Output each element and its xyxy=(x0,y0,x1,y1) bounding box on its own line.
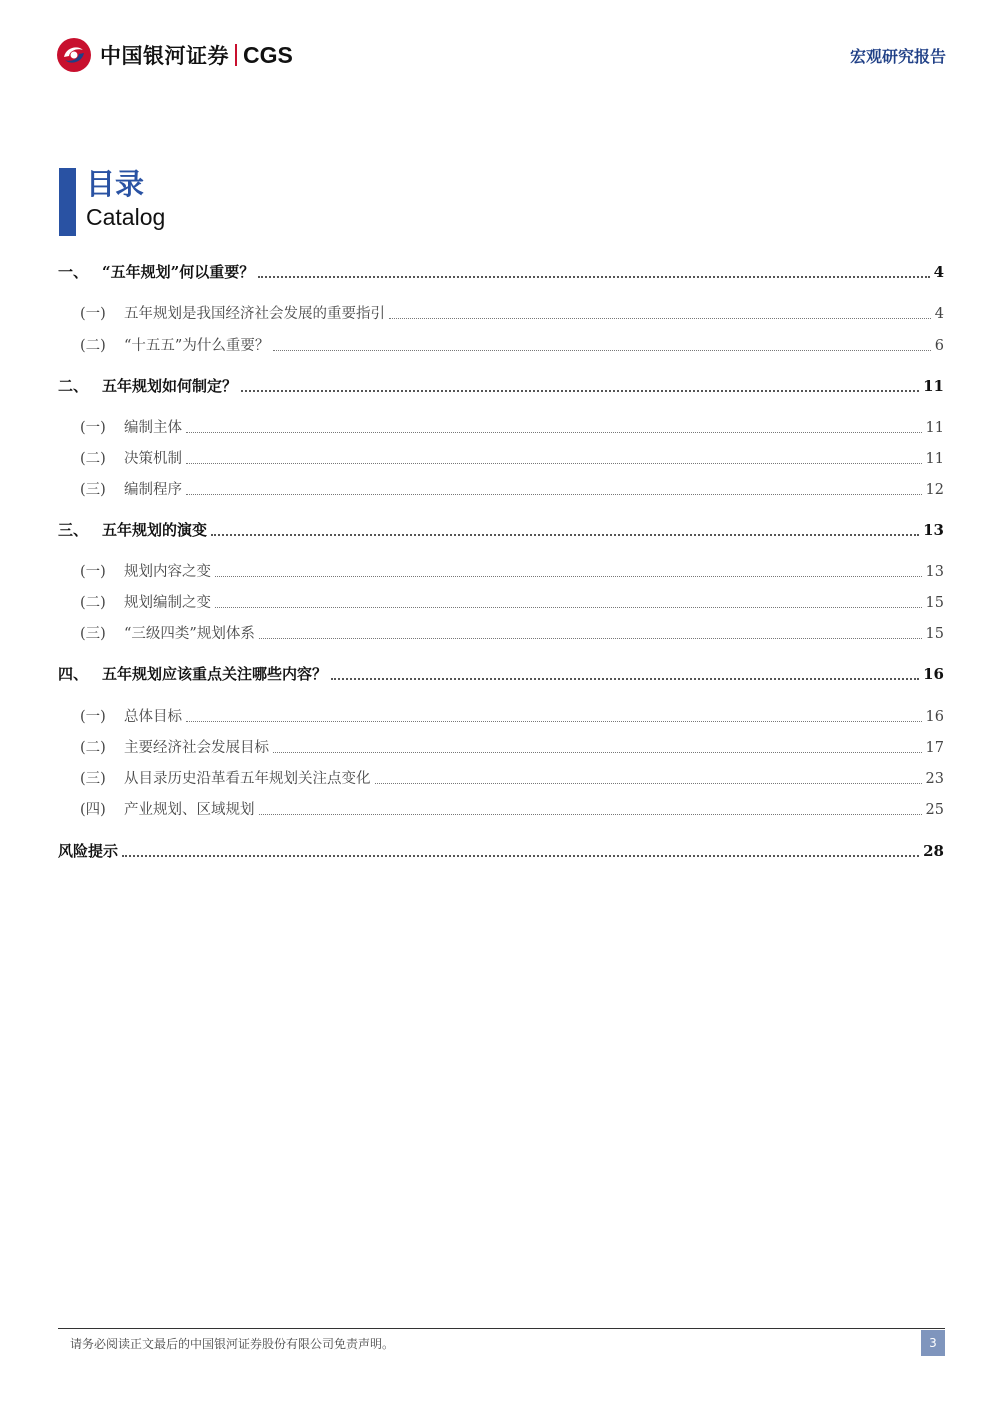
toc-entry-label: “十五五”为什么重要？ xyxy=(124,338,270,354)
toc-section-entry[interactable] xyxy=(58,560,944,582)
toc-section-entry[interactable] xyxy=(58,736,944,758)
toc-entry-number: (三) xyxy=(80,626,106,642)
toc-dot-leader xyxy=(259,638,922,639)
toc-entry-page: 16 xyxy=(925,709,944,725)
toc-entry-number: (二) xyxy=(80,595,106,611)
toc-dot-leader xyxy=(211,534,919,536)
toc-entry-label: 从目录历史沿革看五年规划关注点变化 xyxy=(124,771,371,787)
toc-entry-label: 编制主体 xyxy=(124,420,182,436)
title-accent-bar xyxy=(59,168,76,236)
toc-section-entry[interactable] xyxy=(58,798,944,820)
toc-entry-label: 总体目标 xyxy=(124,709,182,725)
toc-entry-number: 三、 xyxy=(58,521,89,539)
toc-entry-label: 五年规划应该重点关注哪些内容？ xyxy=(102,665,328,683)
toc-dot-leader xyxy=(258,276,929,278)
toc-section-entry[interactable] xyxy=(58,478,944,500)
toc-entry-label: “三级四类”规划体系 xyxy=(124,626,255,642)
toc-entry-page: 6 xyxy=(934,338,944,354)
toc-dot-leader xyxy=(331,678,919,680)
logo-text-cn: 中国银河证券 xyxy=(100,44,229,68)
toc-dot-leader xyxy=(215,576,922,577)
toc-entry-page: 4 xyxy=(934,306,944,322)
toc-chapter-entry[interactable] xyxy=(58,375,944,397)
toc-entry-page: 11 xyxy=(925,420,944,436)
footer-disclaimer: 请务必阅读正文最后的中国银河证券股份有限公司免责声明。 xyxy=(70,1337,395,1351)
toc-section-entry[interactable] xyxy=(58,302,944,324)
page-subtitle: Catalog xyxy=(86,204,166,230)
report-type-label: 宏观研究报告 xyxy=(849,47,946,66)
toc-dot-leader xyxy=(186,494,922,495)
toc-dot-leader xyxy=(375,783,922,784)
toc-entry-page: 25 xyxy=(925,802,944,818)
footer-divider xyxy=(58,1328,945,1329)
toc-entry-label: 五年规划是我国经济社会发展的重要指引 xyxy=(124,306,385,322)
toc-entry-number: (一) xyxy=(80,564,106,580)
page-header xyxy=(0,0,992,90)
logo-text-en: CGS xyxy=(243,41,293,68)
toc-dot-leader xyxy=(389,318,931,319)
toc-dot-leader xyxy=(241,390,919,392)
toc-entry-number: (二) xyxy=(80,740,106,756)
toc-chapter-entry[interactable] xyxy=(58,519,944,541)
toc-entry-label: 五年规划的演变 xyxy=(102,521,208,539)
cgs-logo-icon xyxy=(56,37,92,73)
toc-dot-leader xyxy=(273,752,922,753)
toc-entry-label: 五年规划如何制定？ xyxy=(102,377,238,395)
toc-entry-number: (四) xyxy=(80,802,106,818)
toc-section-entry[interactable] xyxy=(58,447,944,469)
toc-entry-page: 11 xyxy=(925,451,944,467)
toc-entry-number: (三) xyxy=(80,482,106,498)
toc-entry-label: 风险提示 xyxy=(58,842,119,860)
toc-dot-leader xyxy=(186,721,922,722)
toc-entry-page: 12 xyxy=(925,482,944,498)
toc-entry-page: 15 xyxy=(925,626,944,642)
toc-entry-page: 28 xyxy=(923,842,944,860)
toc-entry-page: 15 xyxy=(925,595,944,611)
company-logo xyxy=(56,38,293,72)
toc-entry-page: 11 xyxy=(923,377,944,395)
toc-dot-leader xyxy=(215,607,922,608)
toc-entry-page: 23 xyxy=(925,771,944,787)
toc-entry-label: 规划内容之变 xyxy=(124,564,211,580)
page-number: 3 xyxy=(921,1330,945,1356)
toc-dot-leader xyxy=(273,350,930,351)
toc-section-entry[interactable] xyxy=(58,622,944,644)
toc-chapter-entry[interactable] xyxy=(58,840,944,862)
toc-section-entry[interactable] xyxy=(58,334,944,356)
toc-entry-number: 二、 xyxy=(58,377,89,395)
toc-dot-leader xyxy=(186,432,922,433)
toc-entry-page: 4 xyxy=(933,263,944,281)
toc-section-entry[interactable] xyxy=(58,416,944,438)
toc-entry-number: (一) xyxy=(80,420,106,436)
toc-dot-leader xyxy=(122,855,919,857)
toc-entry-label: 产业规划、区域规划 xyxy=(124,802,255,818)
toc-entry-label: 编制程序 xyxy=(124,482,182,498)
toc-entry-number: 四、 xyxy=(58,665,89,683)
toc-entry-page: 17 xyxy=(925,740,944,756)
toc-dot-leader xyxy=(259,814,922,815)
toc-section-entry[interactable] xyxy=(58,705,944,727)
toc-entry-label: 决策机制 xyxy=(124,451,182,467)
toc-entry-page: 13 xyxy=(923,521,944,539)
toc-section-entry[interactable] xyxy=(58,591,944,613)
toc-chapter-entry[interactable] xyxy=(58,663,944,685)
toc-entry-page: 13 xyxy=(925,564,944,580)
toc-entry-label: 规划编制之变 xyxy=(124,595,211,611)
toc-entry-number: 一、 xyxy=(58,263,89,281)
toc-entry-number: (二) xyxy=(80,451,106,467)
toc-entry-number: (三) xyxy=(80,771,106,787)
toc-chapter-entry[interactable] xyxy=(58,261,944,283)
logo-divider xyxy=(235,44,237,66)
toc-section-entry[interactable] xyxy=(58,767,944,789)
toc-entry-label: 主要经济社会发展目标 xyxy=(124,740,269,756)
toc-entry-label: “五年规划”何以重要？ xyxy=(102,263,255,281)
page-title: 目录 xyxy=(86,167,145,201)
toc-entry-number: (一) xyxy=(80,306,106,322)
toc-entry-number: (二) xyxy=(80,338,106,354)
toc-dot-leader xyxy=(186,463,922,464)
toc-entry-page: 16 xyxy=(923,665,944,683)
toc-entry-number: (一) xyxy=(80,709,106,725)
